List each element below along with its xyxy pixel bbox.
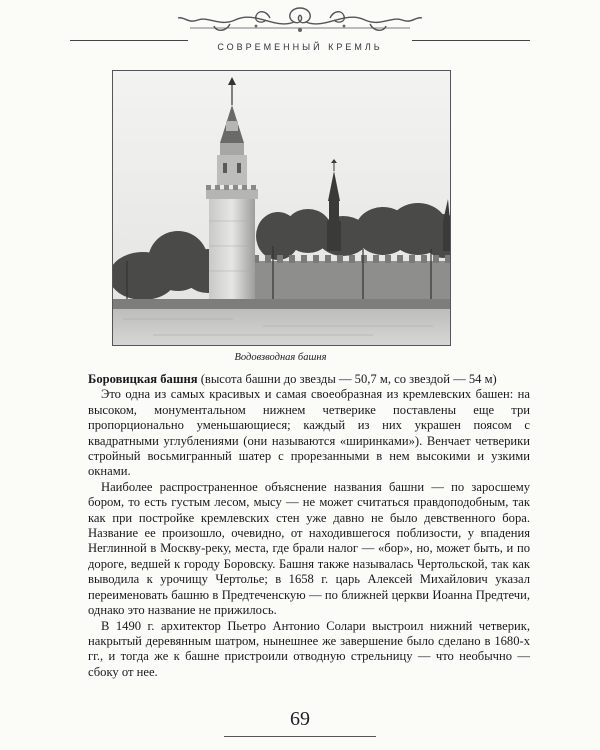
footer-rule	[224, 736, 376, 737]
figure-caption: Водовзводная башня	[234, 352, 327, 363]
tower-height-note: (высота башни до звезды — 50,7 м, со звездой — 54 м)	[197, 372, 497, 386]
header-ornament	[170, 4, 430, 38]
tower-name-heading: Боровицкая башня	[88, 372, 198, 386]
page-number: 69	[290, 708, 310, 730]
paragraph-history: В 1490 г. архитектор Пьетро Антонио Солари выстроил нижний четверик, накрытый деревянным шатром, нынешнее же завершение было сделано в 1680-х гг., и тогда же к башне пристроили отводную стрельницу — что необычно — сбоку от нее.	[88, 618, 530, 679]
header-rule-left	[70, 40, 188, 41]
paragraph-description: Это одна из самых красивых и самая своеобразная из кремлевских башен: на высоком, монументальном нижнем четверике поставлены еще три пропорционально уменьшающиеся; каждый из них украшен поясом с квадратными углублениями (они называются «ширинками»). Венчает четверики стройный восьмигранный шатер с прорезанными в нем высокими и узкими окнами.	[88, 387, 530, 479]
article-body	[88, 372, 530, 680]
running-head: СОВРЕМЕННЫЙ КРЕМЛЬ	[217, 42, 383, 52]
photo-vodovzvodnaya-tower	[112, 70, 451, 346]
header-rule-right	[412, 40, 530, 41]
lead-paragraph	[88, 372, 530, 387]
paragraph-name-origin: Наиболее распространенное объяснение названия башни — по заросшему бором, то есть густым лесом, мысу — не может считаться правдоподобным, так как при постройке кремлевских стен уже давно не было девственного бора. Название ее произошло, очевидно, от находившегося поблизости, у впадения Неглинной в Москву-реку, места, где брали налог — «бор», но, может быть, и по дороге, ведшей к городу Боровску. Башня также называлась Чертольской, так как выводила к урочищу Чертолье; в 1658 г. царь Алексей Михайлович указал переименовать башню в Предтеченскую — по ближней церкви Иоанна Предтечи, однако это название не прижилось.	[88, 479, 530, 618]
